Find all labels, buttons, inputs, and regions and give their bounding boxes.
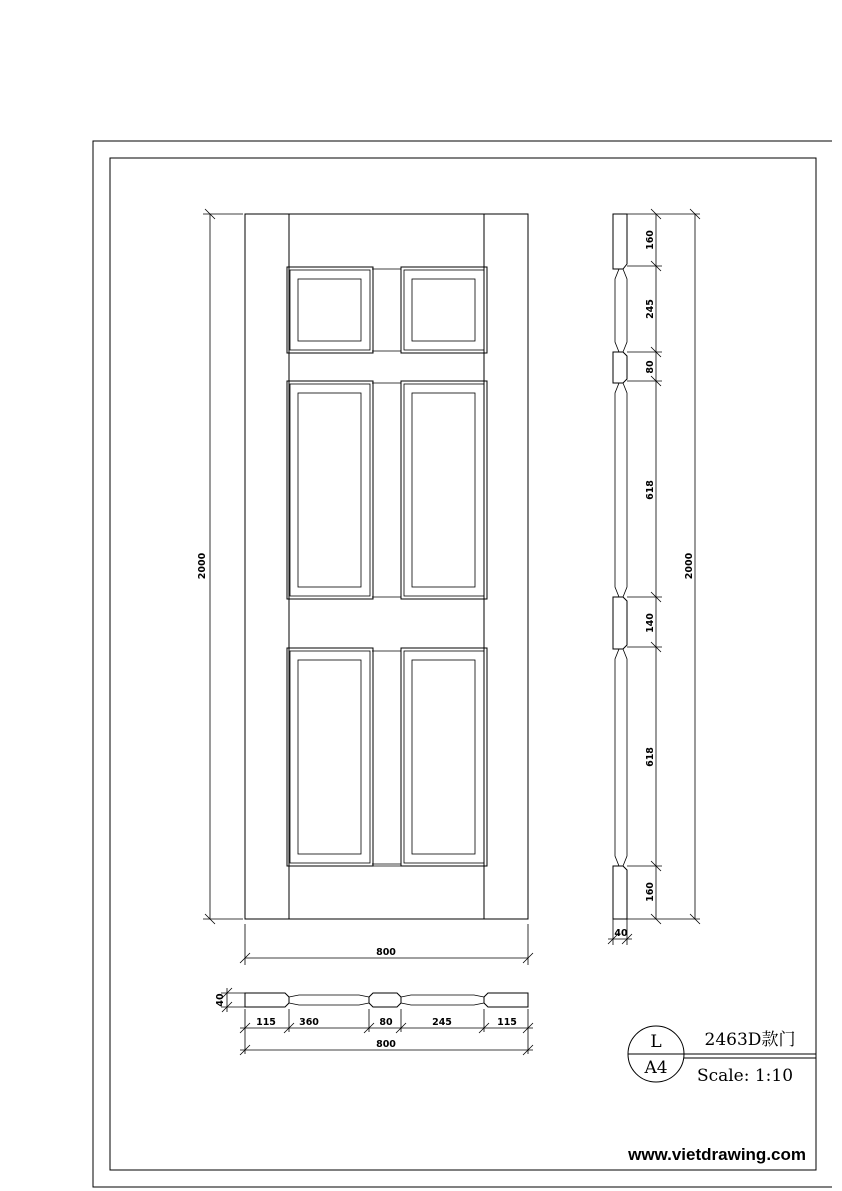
elevation-height-label: 2000 — [197, 552, 208, 580]
door-panel-bottom-right — [401, 648, 487, 866]
elevation-width-dimension — [240, 924, 533, 965]
door-panel-bottom-left — [287, 648, 373, 866]
side-section — [608, 209, 700, 945]
door-panel-middle-right — [401, 381, 487, 599]
side-segment-5: 140 — [645, 613, 656, 633]
model-name: 2463D款门 — [704, 1030, 796, 1050]
side-segment-3: 80 — [645, 360, 656, 374]
door-panel-middle-left — [287, 381, 373, 599]
plan-segment-5: 115 — [497, 1017, 517, 1028]
elevation-height-dimension — [197, 209, 243, 924]
plan-section — [215, 988, 533, 1055]
side-segment-4: 618 — [645, 480, 656, 500]
plan-segment-2: 360 — [299, 1017, 319, 1028]
sheet-size: A4 — [644, 1058, 668, 1078]
plan-thickness-label: 40 — [215, 993, 226, 1007]
side-thickness-label: 40 — [614, 928, 628, 939]
side-total-label: 2000 — [684, 552, 695, 580]
drawing-scale: Scale: 1:10 — [696, 1066, 794, 1086]
plan-segment-3: 80 — [379, 1017, 393, 1028]
door-panel-top-right — [401, 267, 487, 353]
side-segment-2: 245 — [645, 299, 656, 319]
sheet-letter: L — [650, 1032, 662, 1052]
title-block — [628, 1026, 816, 1086]
plan-total-label: 800 — [376, 1039, 396, 1050]
plan-segment-4: 245 — [432, 1017, 452, 1028]
side-segment-6: 618 — [645, 747, 656, 767]
elevation-width-label: 800 — [376, 947, 396, 958]
side-segment-7: 160 — [645, 882, 656, 902]
door-panel-top-left — [287, 267, 373, 353]
side-segment-1: 160 — [645, 230, 656, 250]
website-url[interactable]: www.vietdrawing.com — [628, 1145, 806, 1164]
plan-segment-1: 115 — [256, 1017, 276, 1028]
door-elevation — [245, 214, 528, 919]
